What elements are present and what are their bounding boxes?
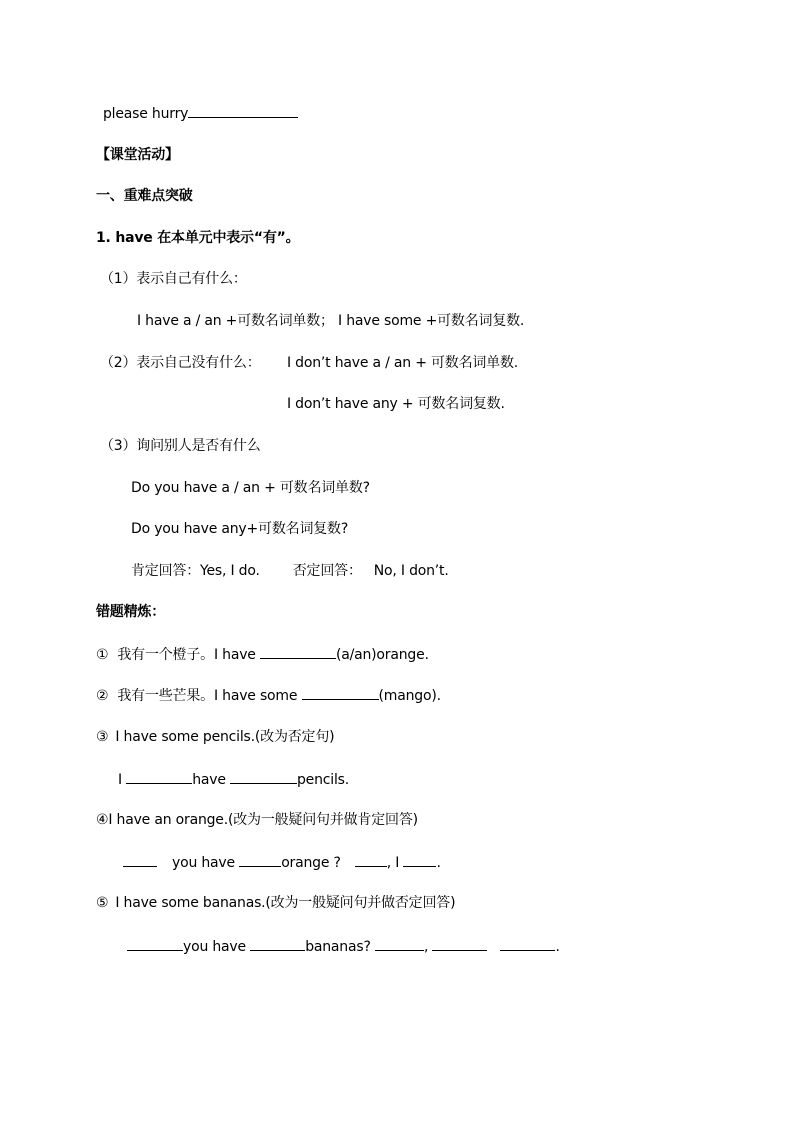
item3-q1: Do you have a / an + 可数名词单数? xyxy=(131,480,370,496)
question-4-answer-orange: orange ? xyxy=(281,855,341,871)
question-3-number: ③ xyxy=(96,729,109,745)
question-2-chinese: 我有一些芒果。 xyxy=(117,688,214,704)
question-5 xyxy=(96,894,455,912)
answer-blank[interactable] xyxy=(500,937,555,951)
answer-blank[interactable] xyxy=(403,853,436,867)
question-5-answer xyxy=(127,937,560,956)
heading-have: 1. have 在本单元中表示“有”。 xyxy=(96,230,300,246)
negative-label: 否定回答： xyxy=(292,563,362,579)
answer-blank[interactable] xyxy=(260,645,336,659)
section-title: 【课堂活动】 xyxy=(96,147,179,163)
item3-label: （3）询问别人是否有什么 xyxy=(100,438,261,454)
answer-blank[interactable] xyxy=(123,853,157,867)
question-5-answer-bananas: bananas? xyxy=(305,939,375,955)
question-4-answer-end: . xyxy=(436,855,441,871)
question-4-number: ④ xyxy=(96,812,109,828)
question-4-answer-comma: , I xyxy=(386,855,404,871)
question-1-number: ① xyxy=(96,647,109,663)
question-1 xyxy=(96,645,429,664)
top-line xyxy=(103,104,298,123)
question-4 xyxy=(96,811,418,829)
item3-q2: Do you have any+可数名词复数? xyxy=(131,521,349,537)
question-5-text: I have some bananas.(改为一般疑问句并做否定回答) xyxy=(115,895,456,911)
question-2 xyxy=(96,686,441,705)
question-3-answer-start: I xyxy=(118,772,127,788)
question-2-number: ② xyxy=(96,688,109,704)
question-1-pre: I have xyxy=(213,647,260,663)
answer-blank[interactable] xyxy=(230,770,297,784)
question-5-answer-you: you have xyxy=(183,939,251,955)
question-4-answer xyxy=(123,853,441,872)
question-5-number: ⑤ xyxy=(96,895,109,911)
item1-label: （1）表示自己有什么： xyxy=(100,271,247,287)
question-3-text: I have some pencils.(改为否定句) xyxy=(115,729,335,745)
question-5-answer-end: . xyxy=(555,939,560,955)
item3-answers xyxy=(131,562,449,580)
answer-blank[interactable] xyxy=(239,853,281,867)
question-3 xyxy=(96,728,334,746)
answer-blank[interactable] xyxy=(355,853,387,867)
question-4-answer-you: you have xyxy=(172,855,240,871)
top-line-text: please hurry xyxy=(103,106,189,122)
question-3-answer-mid: have xyxy=(192,772,230,788)
question-4-text: I have an orange.(改为一般疑问句并做肯定回答) xyxy=(108,812,418,828)
item2-line1: I don’t have a / an + 可数名词单数. xyxy=(287,355,519,371)
answer-blank[interactable] xyxy=(302,686,379,700)
question-1-post: (a/an)orange. xyxy=(335,647,429,663)
question-2-pre: I have some xyxy=(213,688,302,704)
negative-answer: No, I don’t. xyxy=(373,563,449,579)
question-3-answer xyxy=(118,770,349,789)
question-2-post: (mango). xyxy=(378,688,441,704)
positive-label: 肯定回答： xyxy=(131,563,200,579)
heading-key-points: 一、重难点突破 xyxy=(96,188,193,204)
item2-line2: I don’t have any + 可数名词复数. xyxy=(287,396,505,412)
practice-title: 错题精炼： xyxy=(96,604,165,620)
answer-blank[interactable] xyxy=(127,937,183,951)
answer-blank[interactable] xyxy=(188,104,298,118)
question-1-chinese: 我有一个橙子。 xyxy=(117,647,214,663)
question-5-answer-comma: , xyxy=(423,939,433,955)
answer-blank[interactable] xyxy=(126,770,192,784)
answer-blank[interactable] xyxy=(250,937,305,951)
answer-blank[interactable] xyxy=(375,937,424,951)
question-3-answer-end: pencils. xyxy=(297,772,349,788)
answer-blank[interactable] xyxy=(432,937,487,951)
item2-label: （2）表示自己没有什么： xyxy=(100,355,261,371)
item1-detail: I have a / an +可数名词单数； I have some +可数名词复数. xyxy=(137,313,525,329)
positive-answer: Yes, I do. xyxy=(200,563,260,579)
